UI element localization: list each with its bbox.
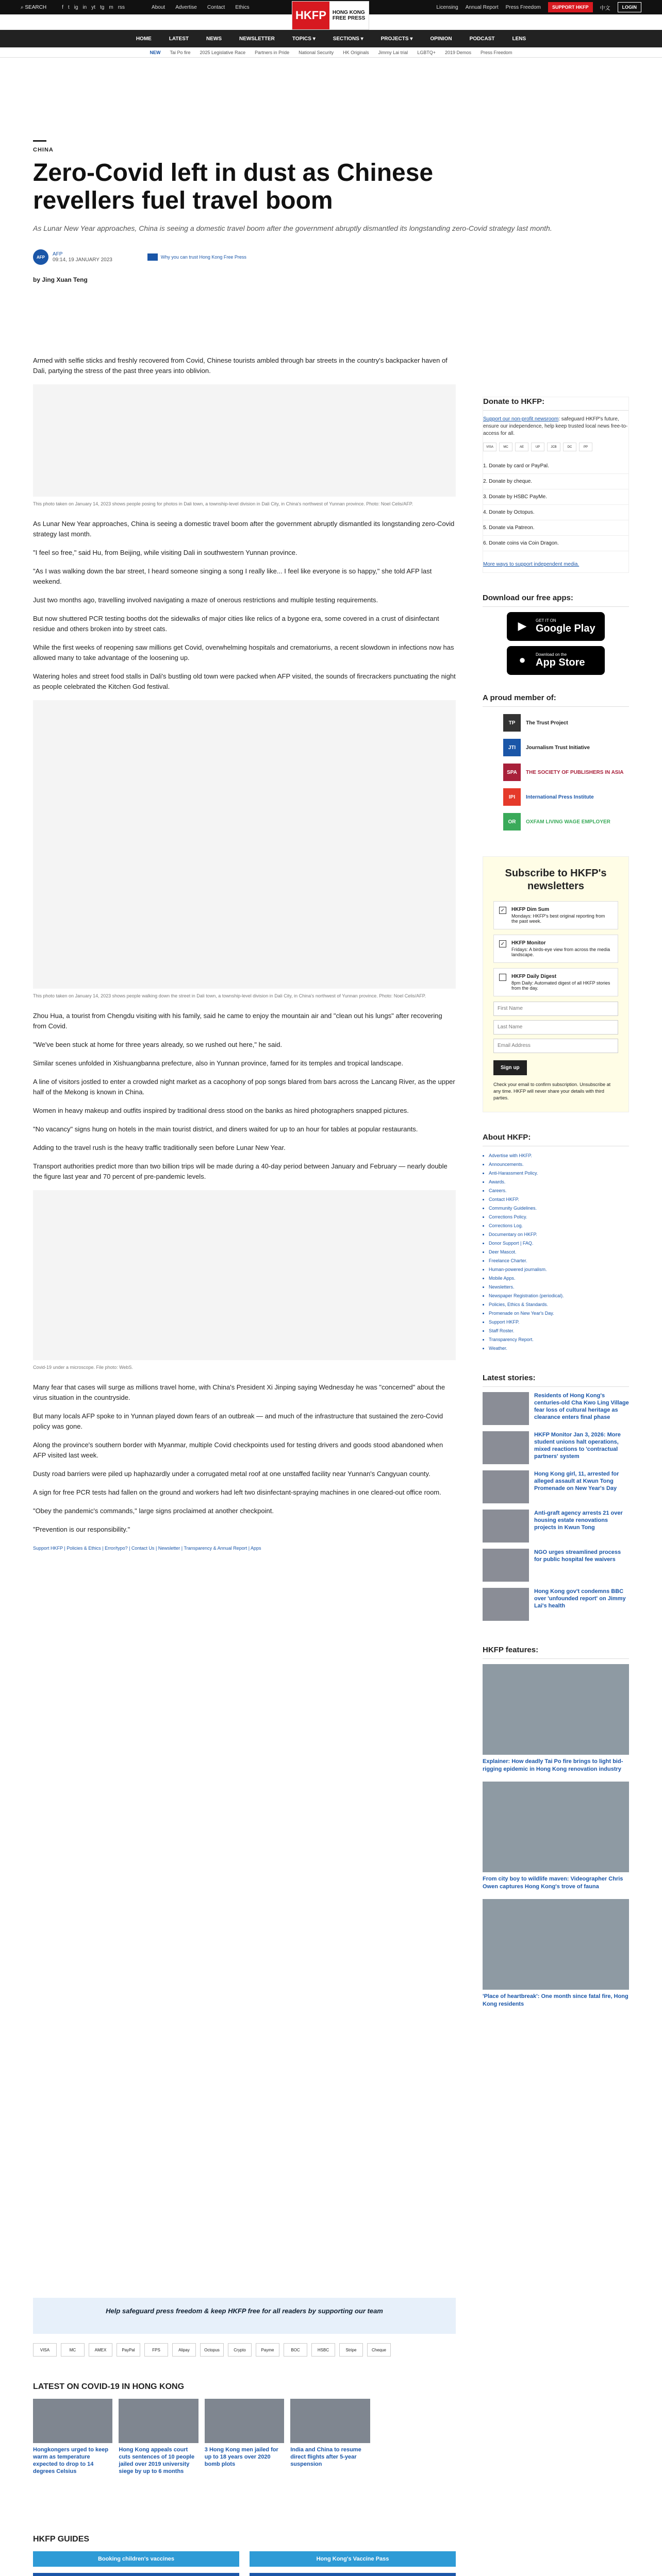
paragraph: Along the province's southern border with Myanmar, multiple Covid checkpoints used for testing drivers and goods stood abandoned when AFP visited last week.	[33, 1441, 443, 1459]
hsbc-icon[interactable]: HSBC	[311, 2343, 335, 2357]
member-logo[interactable]: OR OXFAM LIVING WAGE EMPLOYER	[503, 813, 629, 831]
covid-card[interactable]	[376, 2399, 456, 2475]
top-link-annual-report[interactable]: Annual Report	[465, 4, 499, 10]
trending-item[interactable]: 2019 Demos	[444, 49, 471, 55]
paragraph: Women in heavy makeup and outfits inspired by traditional dress stood on the banks as hired photographers snapped pictures.	[33, 1107, 409, 1114]
fps-icon[interactable]: FPS	[144, 2343, 168, 2357]
story-thumbnail	[483, 1510, 529, 1543]
member-title: A proud member of:	[483, 693, 629, 707]
story-thumbnail	[483, 1431, 529, 1464]
headline: Zero-Covid left in dust as Chinese revellers fuel travel boom	[33, 159, 434, 214]
about-link[interactable]: • Documentary on HKFP.	[489, 1230, 629, 1239]
story-thumbnail	[483, 1470, 529, 1503]
donate-option[interactable]: 1. Donate by card or PayPal.	[483, 459, 628, 474]
donate-option[interactable]: 2. Donate by cheque.	[483, 474, 628, 489]
latest-title: Latest stories:	[483, 1374, 629, 1387]
about-link[interactable]: • Transparency Report.	[489, 1335, 629, 1344]
feature-image	[483, 1782, 629, 1872]
newsletter-option[interactable]: HKFP Daily Digest 8pm Daily: Automated digest of all HKFP stories from the day.	[493, 968, 618, 996]
jcb-icon: JCB	[547, 443, 560, 451]
paragraph: A sign for free PCR tests had fallen on the ground and workers had left two disinfectant-spraying machines in one cleared-out office room.	[33, 1488, 441, 1496]
donate-option[interactable]: 4. Donate by Octopus.	[483, 505, 628, 520]
guide-button[interactable]: Booking children's vaccines	[33, 2551, 239, 2567]
about-link[interactable]: • Support HKFP.	[489, 1318, 629, 1327]
latest-list	[483, 1392, 629, 1621]
about-link[interactable]: • Awards.	[489, 1178, 629, 1187]
trending-item[interactable]: 2025 Legislative Race	[200, 49, 246, 55]
about-link[interactable]: • Contact HKFP.	[489, 1195, 629, 1204]
about-link[interactable]: • Human-powered journalism.	[489, 1265, 629, 1274]
paragraph: But now shuttered PCR testing booths dot the sidewalks of major cities like relics of a bygone era, some covered in a crust of disinfectant residue and others broken into by street cats.	[33, 615, 439, 633]
payme-icon[interactable]: Payme	[256, 2343, 279, 2357]
nav-sections[interactable]: SECTIONS ▾	[333, 36, 363, 42]
app-store-button[interactable]: ● Download on the App Store	[507, 646, 605, 675]
story-thumbnail	[483, 1392, 529, 1425]
instagram-icon[interactable]: ig	[74, 4, 78, 10]
covid-card[interactable]: 3 Hong Kong men jailed for up to 18 years over 2020 bomb plots	[205, 2399, 284, 2475]
section-title: LATEST ON COVID-19 IN HONG KONG	[33, 2382, 185, 2391]
paragraph: "I feel so free," said Hu, from Beijing, while visiting Dali in southwestern Yunnan province.	[33, 549, 297, 556]
about-link[interactable]: • Newspaper Registration (periodical).	[489, 1292, 629, 1300]
article-header	[33, 140, 629, 283]
photo-caption: This photo taken on January 14, 2023 shows people walking down the street in Dali town, a township-level division in Dali City, in China's northwest of Yunnan province. Photo: Noel Celis/AFP.	[33, 993, 426, 998]
feature-story[interactable]: Explainer: How deadly Tai Po fire brings to light bid-rigging epidemic in Hong Kong renovation industry	[483, 1664, 629, 1773]
covid-card[interactable]: India and China to resume direct flights after 5-year suspension	[290, 2399, 370, 2475]
covid-latest-section	[33, 2382, 456, 2475]
section-label[interactable]: CHINA	[33, 140, 46, 153]
trending-bar	[0, 47, 662, 58]
newsletter-note: Check your email to confirm subscription. Unsubscribe at any time. HKFP will never share your details with third parties.	[493, 1082, 611, 1100]
about-link[interactable]: • Weather.	[489, 1344, 629, 1353]
author: by Jing Xuan Teng	[33, 276, 88, 283]
unionpay-icon: UP	[531, 443, 544, 451]
about-link[interactable]: • Corrections Log.	[489, 1222, 629, 1230]
about-link[interactable]: • Announcements.	[489, 1160, 629, 1169]
paragraph: Just two months ago, travelling involved navigating a maze of onerous restrictions and multiple testing requirements.	[33, 596, 378, 604]
feature-image	[483, 1899, 629, 1990]
nav-lens[interactable]: LENS	[512, 36, 526, 42]
donate-payment-icons	[483, 443, 628, 451]
about-link[interactable]: • Mobile Apps.	[489, 1274, 629, 1283]
paragraph: As Lunar New Year approaches, China is seeing a domestic travel boom after the government abruptly dismantled its longstanding zero-Covid strategy last month.	[33, 520, 455, 538]
paragraph: "We've been stuck at home for three years already, so we rushed out here," he said.	[33, 1041, 283, 1048]
diners-icon: DC	[563, 443, 576, 451]
publish-date: 09:14, 19 JANUARY 2023	[53, 257, 112, 263]
nav-topics[interactable]: TOPICS ▾	[292, 36, 316, 42]
latest-story[interactable]: NGO urges streamlined process for public hospital fee waivers	[483, 1549, 629, 1582]
paypal-icon: PP	[579, 443, 592, 451]
hkfp-guides-section	[33, 2535, 456, 2576]
trending-item[interactable]: Jimmy Lai trial	[378, 49, 408, 55]
top-link-about[interactable]: About	[152, 4, 166, 10]
about-link[interactable]: • Policies, Ethics & Standards.	[489, 1300, 629, 1309]
paragraph: Armed with selfie sticks and freshly recovered from Covid, Chinese tourists ambled through bar streets in the country's backpacker haven of Dali, partying the stress of the past three years into oblivion.	[33, 357, 448, 375]
about-title: About HKFP:	[483, 1133, 629, 1146]
feature-story[interactable]: From city boy to wildlife maven: Videographer Chris Owen captures Hong Kong's trove of fauna	[483, 1782, 629, 1891]
top-link-advertise[interactable]: Advertise	[175, 4, 197, 10]
about-link[interactable]: • Staff Roster.	[489, 1327, 629, 1335]
donate-option[interactable]: 6. Donate coins via Coin Dragon.	[483, 536, 628, 551]
about-link[interactable]: • Donor Support | FAQ.	[489, 1239, 629, 1248]
features-list	[483, 1664, 629, 2008]
newsletter-option[interactable]: ✓ HKFP Dim Sum Mondays: HKFP's best original reporting from the past week.	[493, 901, 618, 929]
login-button[interactable]: LOGIN	[618, 2, 642, 12]
covid-card[interactable]: Hongkongers urged to keep warm as temperature expected to drop to 14 degrees Celsius	[33, 2399, 112, 2475]
member-logo[interactable]: SPA THE SOCIETY OF PUBLISHERS IN ASIA	[503, 764, 629, 781]
paragraph: "Prevention is our responsibility."	[33, 1526, 130, 1533]
checkbox[interactable]: ✓	[499, 907, 506, 914]
latest-story[interactable]: Hong Kong girl, 11, arrested for alleged assault at Kwun Tong Promenade on New Year's Day	[483, 1470, 629, 1503]
trending-item[interactable]: Partners in Pride	[255, 49, 290, 55]
card-thumbnail	[119, 2399, 198, 2443]
donate-widget: Donate to HKFP: Support our non-profit newsroom: safeguard HKFP's future, ensure our independence, help keep trusted local news free-to-access for all. VISA MC AE UP JCB DC PP 1. Donate by card or PayPal. 2. Donate by cheque. 3. Donate by HSBC PayMe. 4. Donate by Octopus. 5. Donate via Patreon. 6. Donate coins via Coin Dragon. More ways to support independent media.	[483, 397, 629, 573]
latest-story[interactable]: Hong Kong gov't condemns BBC over 'unfounded report' on Jimmy Lai's health	[483, 1588, 629, 1621]
paragraph: Transport authorities predict more than two billion trips will be made during a 40-day period between January and February — nearly double the figure last year and 70 percent of pre-pandemic levels.	[33, 1162, 448, 1180]
email-field[interactable]: Email Address	[493, 1039, 618, 1053]
cheque-icon[interactable]: Cheque	[367, 2343, 391, 2357]
paragraph: Dusty road barriers were piled up haphazardly under a corrugated metal roof at one unstaffed facility near Yunnan's Cangyuan county.	[33, 1470, 431, 1478]
paragraph: While the first weeks of reopening saw millions get Covid, overwhelming hospitals and crematoriums, a recent slowdown in infections now has allowed many to take advantage of the loosening up.	[33, 643, 454, 662]
byline	[33, 249, 629, 265]
paragraph: "Obey the pandemic's commands," large signs proclaimed at another checkpoint.	[33, 1507, 274, 1515]
trending-item[interactable]: Press Freedom	[480, 49, 512, 55]
paragraph: A line of visitors jostled to enter a crowded night market as a cacophony of pop songs blared from bars across the Lancang River, as the upper half of the Mekong is known in China.	[33, 1078, 455, 1096]
nav-opinion[interactable]: OPINION	[430, 36, 452, 42]
about-link[interactable]: • Advertise with HKFP.	[489, 1151, 629, 1160]
donate-title: Donate to HKFP:	[483, 397, 628, 411]
apple-icon: ●	[519, 653, 526, 666]
visa-icon[interactable]: VISA	[33, 2343, 57, 2357]
about-link[interactable]: • Corrections Policy.	[489, 1213, 629, 1222]
latest-story[interactable]: Residents of Hong Kong's centuries-old Cha Kwo Ling Village fear loss of cultural heritage as clearance enters final phase	[483, 1392, 629, 1425]
paypal-icon[interactable]: PayPal	[117, 2343, 140, 2357]
trust-icon	[147, 253, 158, 261]
facebook-icon[interactable]: f	[62, 4, 63, 10]
guide-button[interactable]: Hong Kong's Vaccine Pass	[250, 2551, 456, 2567]
member-logo[interactable]: TP The Trust Project	[503, 714, 629, 732]
article-photo	[33, 700, 456, 989]
alipay-icon[interactable]: Alipay	[172, 2343, 196, 2357]
checkbox[interactable]	[499, 974, 506, 981]
guide-button[interactable]	[33, 2573, 239, 2576]
support-banner[interactable]: Help safeguard press freedom & keep HKFP free for all readers by supporting our team	[33, 2298, 456, 2334]
paragraph: Adding to the travel rush is the heavy traffic traditionally seen before Lunar New Year.	[33, 1144, 286, 1151]
twitter-icon[interactable]: t	[68, 4, 70, 10]
google-play-icon: ▶	[518, 619, 527, 632]
agency-avatar: AFP	[33, 249, 48, 265]
guide-button[interactable]	[250, 2573, 456, 2576]
photo-caption: This photo taken on January 14, 2023 shows people posing for photos in Dali town, a township-level division in Dali City, in China's northwest of Yunnan province. Photo: Noel Celis/AFP.	[33, 501, 413, 506]
rss-icon[interactable]: rss	[118, 4, 125, 10]
nav-home[interactable]: HOME	[136, 36, 152, 42]
apps-title: Download our free apps:	[483, 594, 629, 607]
feature-image	[483, 1664, 629, 1755]
checkbox[interactable]: ✓	[499, 940, 506, 947]
main-nav	[0, 30, 662, 47]
covid-card[interactable]: Hong Kong appeals court cuts sentences of 10 people jailed over 2019 university siege by up to 6 months	[119, 2399, 198, 2475]
story-thumbnail	[483, 1549, 529, 1582]
youtube-icon[interactable]: yt	[91, 4, 96, 10]
trending-item[interactable]: Tai Po fire	[170, 49, 191, 55]
crypto-icon[interactable]: Crypto	[228, 2343, 252, 2357]
about-link[interactable]: • Anti-Harassment Policy.	[489, 1169, 629, 1178]
paragraph: "As I was walking down the bar street, I heard someone singing a song I really like... I feel like everyone is so happy," she told AFP last weekend.	[33, 567, 432, 585]
nav-news[interactable]: NEWS	[206, 36, 222, 42]
about-link[interactable]: • Freelance Charter.	[489, 1257, 629, 1265]
payment-methods	[33, 2343, 391, 2357]
photo-caption: Covid-19 under a microscope. File photo: WebS.	[33, 1365, 133, 1370]
article-photo	[33, 384, 456, 497]
article-photo	[33, 1190, 456, 1360]
trust-link[interactable]: Why you can trust Hong Kong Free Press	[147, 253, 246, 261]
signup-button[interactable]: Sign up	[493, 1060, 527, 1075]
top-link-contact[interactable]: Contact	[207, 4, 225, 10]
about-link[interactable]: • Promenade on New Year's Day.	[489, 1309, 629, 1318]
trending-label: NEW	[150, 49, 161, 55]
top-link-ethics[interactable]: Ethics	[235, 4, 250, 10]
agency-name[interactable]: AFP	[53, 251, 63, 257]
google-play-button[interactable]: ▶ GET IT ON Google Play	[507, 612, 605, 641]
card-thumbnail	[205, 2399, 284, 2443]
story-thumbnail	[483, 1588, 529, 1621]
trending-item[interactable]: HK Originals	[343, 49, 369, 55]
paragraph: Zhou Hua, a tourist from Chengdu visiting with his family, said he came to enjoy the mountain air and "clean out his lungs" after recovering from Covid.	[33, 1012, 442, 1030]
paragraph: Watering holes and street food stalls in Dali's bustling old town were packed when AFP visited, the sounds of firecrackers punctuating the night as people celebrated the Kitchen God festival.	[33, 672, 456, 690]
feature-story[interactable]: 'Place of heartbreak': One month since fatal fire, Hong Kong residents	[483, 1899, 629, 2008]
hkfp-logo[interactable]: HKFP HONG KONG FREE PRESS	[292, 1, 369, 30]
stripe-icon[interactable]: Stripe	[339, 2343, 363, 2357]
top-link-press-freedom[interactable]: Press Freedom	[505, 4, 541, 10]
search-button[interactable]: ⌕ SEARCH	[21, 4, 47, 10]
donate-option[interactable]: 5. Donate via Patreon.	[483, 520, 628, 536]
latest-story[interactable]: Anti-graft agency arrests 21 over housing estate renovations projects in Kwun Tong	[483, 1510, 629, 1543]
telegram-icon[interactable]: tg	[100, 4, 105, 10]
card-thumbnail	[290, 2399, 370, 2443]
mastercard-icon: MC	[499, 443, 512, 451]
about-link[interactable]: • Careers.	[489, 1187, 629, 1195]
latest-story[interactable]: HKFP Monitor Jan 3, 2026: More student unions halt operations, mixed reactions to 'contractual partners' system	[483, 1431, 629, 1464]
article-body	[33, 355, 456, 1553]
top-link-licensing[interactable]: Licensing	[436, 4, 458, 10]
about-list	[483, 1151, 629, 1353]
sidebar	[483, 397, 629, 2016]
first-name-field[interactable]: First Name	[493, 1002, 618, 1016]
support-hkfp-button[interactable]: SUPPORT HKFP	[548, 2, 593, 12]
card-thumbnail	[376, 2399, 456, 2443]
about-link[interactable]: • Community Guidelines.	[489, 1204, 629, 1213]
newsletter-title: Subscribe to HKFP's newsletters	[505, 868, 607, 892]
more-ways-link[interactable]: More ways to support independent media.	[483, 562, 580, 567]
newsletter-option[interactable]: ✓ HKFP Monitor Fridays: A birds-eye view from across the media landscape.	[493, 935, 618, 963]
member-logo[interactable]: IPI International Press Institute	[503, 788, 629, 806]
about-link[interactable]: • Newsletters.	[489, 1283, 629, 1292]
nav-newsletter[interactable]: NEWSLETTER	[239, 36, 275, 42]
nav-podcast[interactable]: PODCAST	[469, 36, 495, 42]
visa-icon: VISA	[483, 443, 496, 451]
support-newsroom-link[interactable]: Support our non-profit newsroom	[483, 416, 559, 422]
mastercard-icon[interactable]: MC	[61, 2343, 85, 2357]
paragraph: Similar scenes unfolded in Xishuangbanna prefecture, also in Yunnan province, famed for its temples and tropical landscape.	[33, 1059, 404, 1067]
paragraph: "No vacancy" signs hung on hotels in the main tourist district, and diners waited for up to an hour for tables at popular restaurants.	[33, 1125, 418, 1133]
nav-latest[interactable]: LATEST	[169, 36, 189, 42]
octopus-icon[interactable]: Octopus	[200, 2343, 224, 2357]
member-logo[interactable]: JTI Journalism Trust Initiative	[503, 739, 629, 756]
donate-option[interactable]: 3. Donate by HSBC PayMe.	[483, 489, 628, 505]
trending-item[interactable]: National Security	[299, 49, 334, 55]
section-title: HKFP GUIDES	[33, 2535, 90, 2544]
lede: As Lunar New Year approaches, China is seeing a domestic travel boom after the government abruptly dismantled its longstanding zero-Covid strategy last month.	[33, 224, 552, 232]
newsletter-widget	[483, 856, 629, 1112]
boc-icon[interactable]: BOC	[284, 2343, 307, 2357]
card-thumbnail	[33, 2399, 112, 2443]
nav-projects[interactable]: PROJECTS ▾	[380, 36, 413, 42]
paragraph: Many fear that cases will surge as millions travel home, with China's President Xi Jinping saying Wednesday he was "concerned" about the virus situation in the countryside.	[33, 1383, 445, 1401]
about-link[interactable]: • Deer Mascot.	[489, 1248, 629, 1257]
amex-icon[interactable]: AMEX	[89, 2343, 112, 2357]
article-footer-links[interactable]: Support HKFP | Policies & Ethics | Error/typo? | Contact Us | Newsletter | Transparency & Annual Report | Apps	[33, 1546, 261, 1551]
social-links	[62, 5, 125, 10]
amex-icon: AE	[515, 443, 528, 451]
mastodon-icon[interactable]: m	[109, 4, 113, 10]
features-title: HKFP features:	[483, 1646, 629, 1659]
last-name-field[interactable]: Last Name	[493, 1020, 618, 1035]
paragraph: But many locals AFP spoke to in Yunnan played down fears of an outbreak — and much of the infrastructure that sustained the zero-Covid policy was gone.	[33, 1412, 443, 1430]
language-switch[interactable]: 中文	[600, 5, 610, 11]
linkedin-icon[interactable]: in	[82, 4, 87, 10]
trending-item[interactable]: LGBTQ+	[417, 49, 436, 55]
